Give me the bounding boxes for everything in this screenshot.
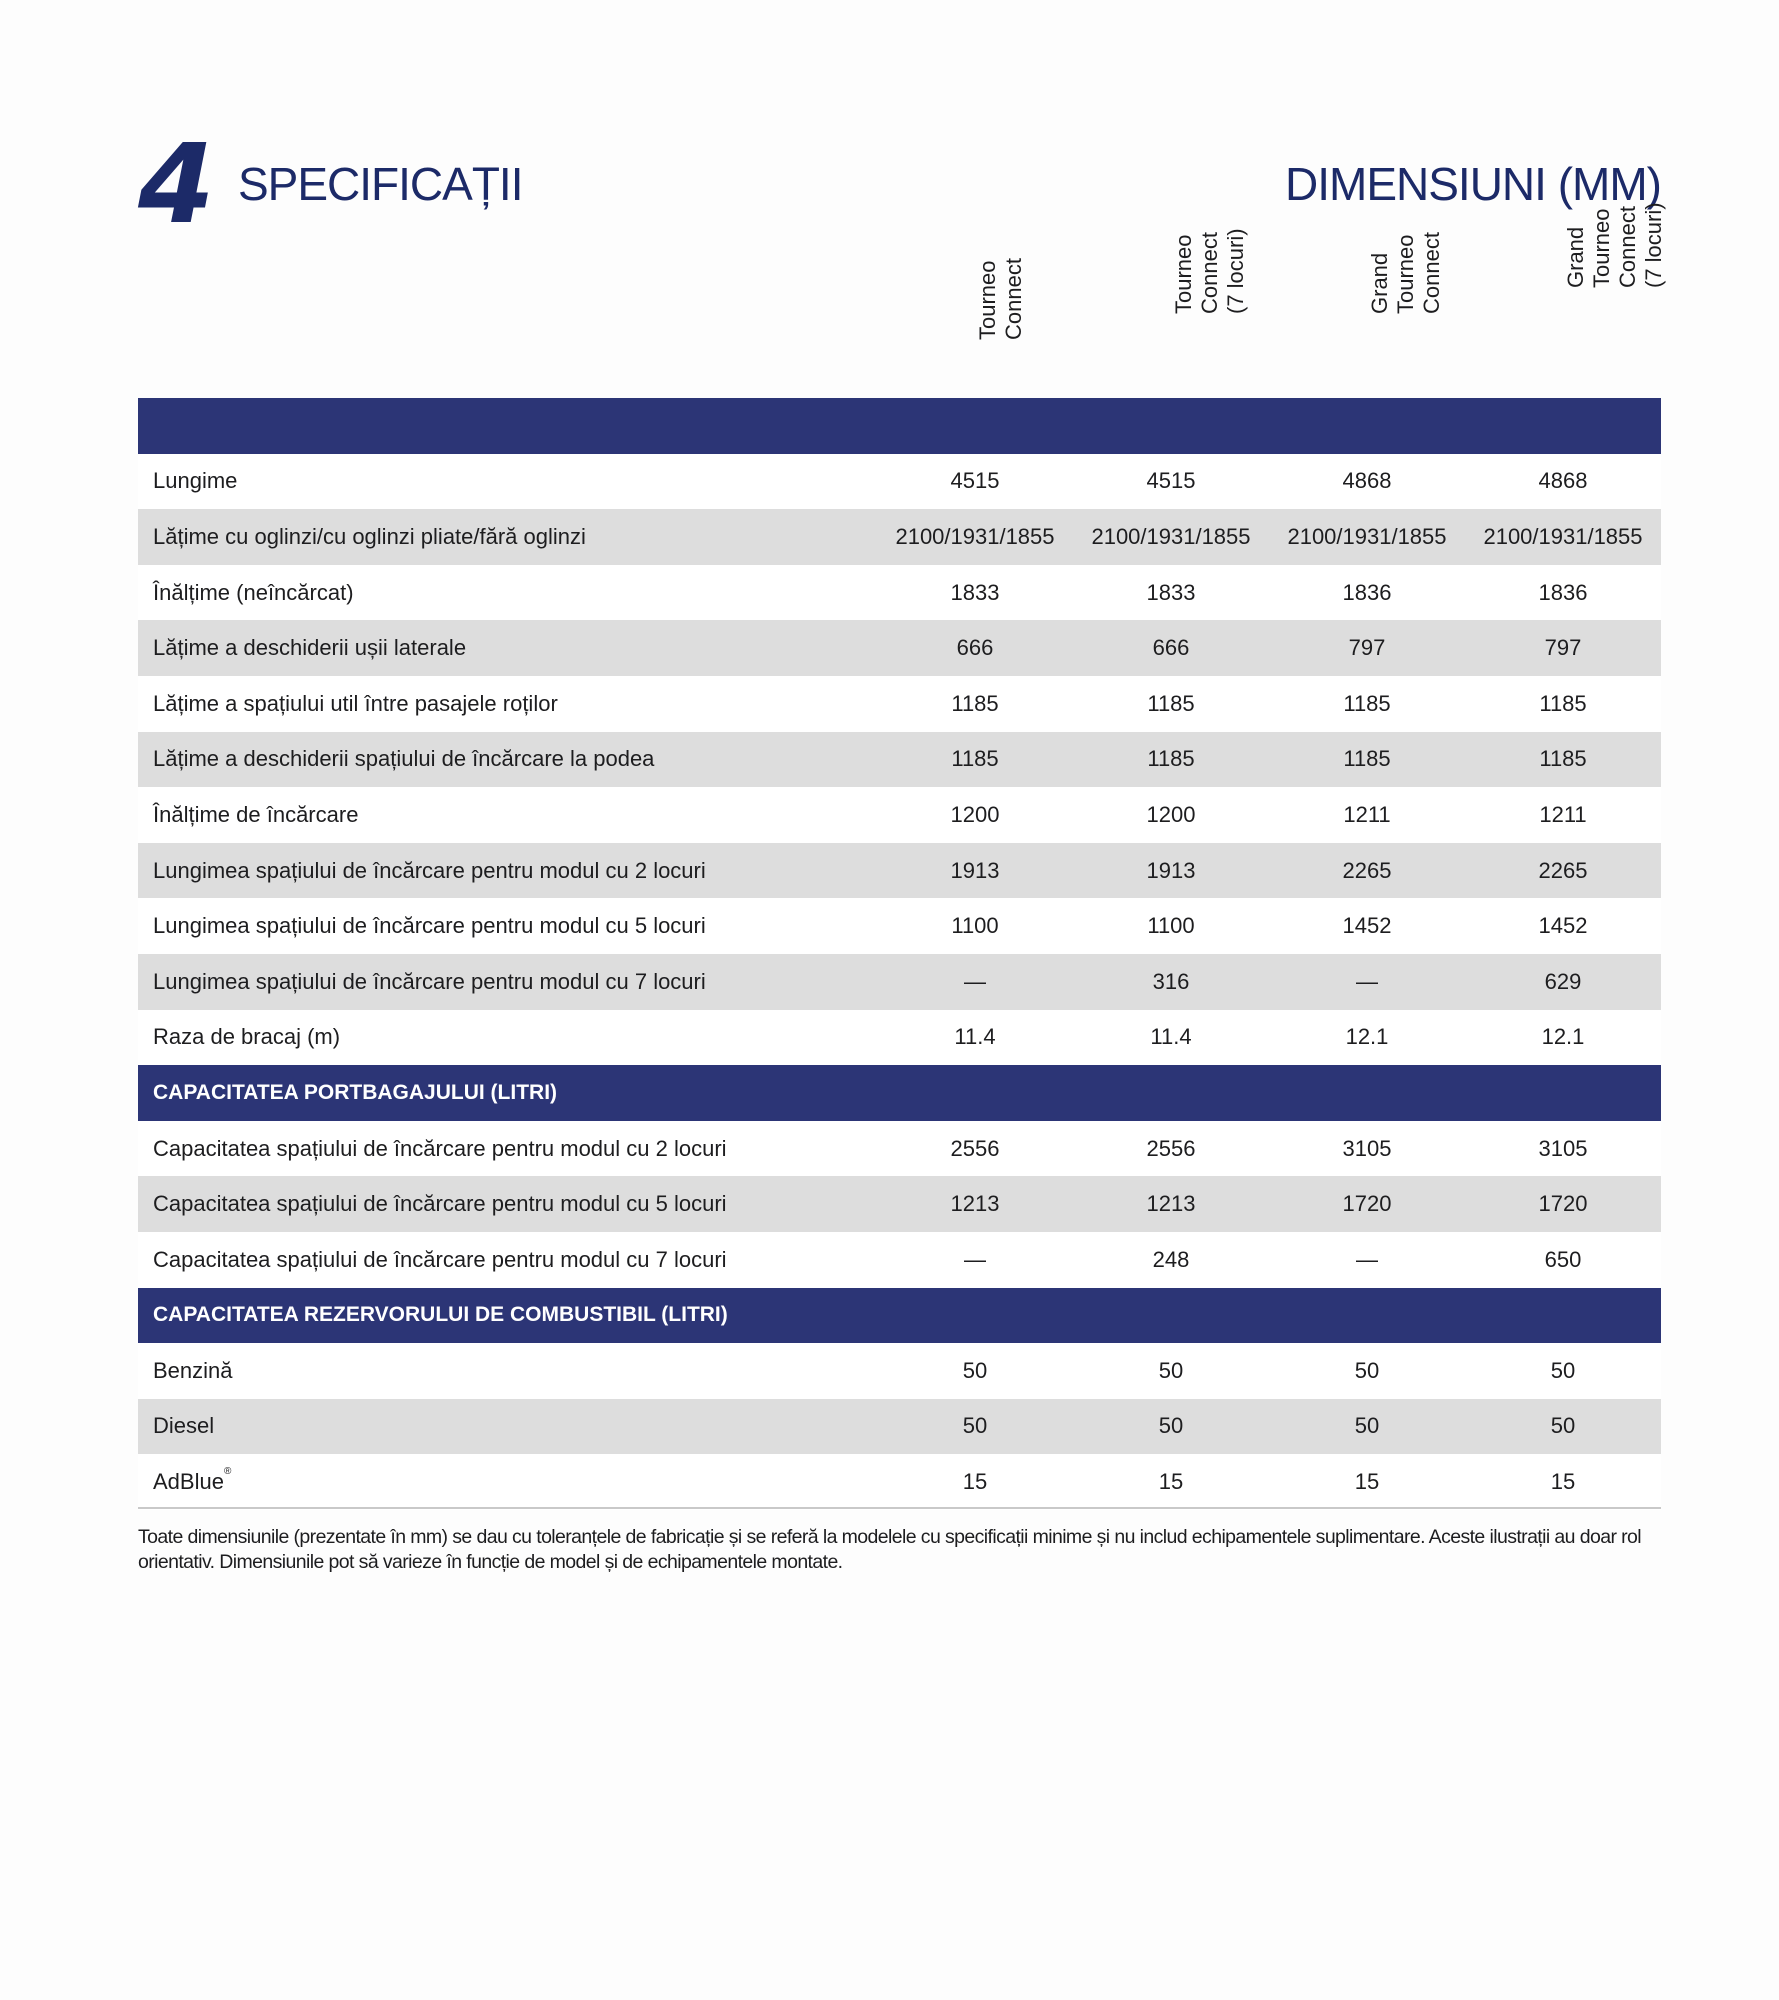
table-row <box>138 1454 1661 1510</box>
table-row <box>138 1176 1661 1232</box>
table-row <box>138 565 1661 621</box>
row-value: 3105 <box>1465 1121 1661 1177</box>
column-header-label: Tourneo Connect <box>975 258 1026 340</box>
chapter-number: 4 <box>138 120 211 248</box>
row-value: 1213 <box>877 1176 1073 1232</box>
row-value: 1833 <box>877 565 1073 621</box>
specifications-table <box>138 398 1661 1510</box>
row-label-text: Capacitatea spațiului de încărcare pentru modul cu 2 locuri <box>153 1135 727 1161</box>
row-value: 1720 <box>1465 1176 1661 1232</box>
row-label-text: Capacitatea spațiului de încărcare pentru modul cu 7 locuri <box>153 1246 727 1272</box>
row-value: 1185 <box>1465 732 1661 788</box>
table-row <box>138 954 1661 1010</box>
row-label-text: AdBlue <box>153 1469 224 1495</box>
footnote: Toate dimensiunile (prezentate în mm) se dau cu toleranțele de fabricație și se referă la modelele cu specificații minime și nu includ echipamentele suplimentare. Aceste ilustrații au doar rol orientativ. Dimensiunile pot să varieze în funcție de model și de echipamentele montate. <box>138 1526 1642 1573</box>
specifications-table-body <box>138 398 1661 1510</box>
row-value: 1100 <box>877 898 1073 954</box>
row-value: 50 <box>1269 1399 1465 1455</box>
section-header-bar <box>138 1065 1661 1121</box>
row-label <box>138 676 877 732</box>
row-value: 666 <box>1073 620 1269 676</box>
row-value: 1913 <box>877 843 1073 899</box>
row-value: 1836 <box>1465 565 1661 621</box>
row-value: 50 <box>1465 1399 1661 1455</box>
table-row <box>138 509 1661 565</box>
row-value: 1720 <box>1269 1176 1465 1232</box>
table-row <box>138 1399 1661 1455</box>
row-value: 1200 <box>1073 787 1269 843</box>
row-label-text: Înălțime (neîncărcat) <box>153 579 354 605</box>
row-value: 1185 <box>1269 732 1465 788</box>
registered-mark: ® <box>223 1466 232 1478</box>
section-title: DIMENSIUNI (MM) <box>1285 158 1661 210</box>
row-value: 2100/1931/1855 <box>877 509 1073 565</box>
row-value: 1452 <box>1269 898 1465 954</box>
column-header-grand-tourneo-connect-7 <box>1465 202 1666 392</box>
row-label-text: Lățime a deschiderii spațiului de încărcare la podea <box>153 746 655 772</box>
row-label-text: Lățime cu oglinzi/cu oglinzi pliate/fără oglinzi <box>153 523 586 549</box>
row-label-text: Lungime <box>153 468 238 494</box>
row-value: 1211 <box>1465 787 1661 843</box>
row-label <box>138 1010 877 1066</box>
row-value: 1185 <box>877 732 1073 788</box>
row-label <box>138 954 877 1010</box>
row-value: 2100/1931/1855 <box>1073 509 1269 565</box>
row-value: 629 <box>1465 954 1661 1010</box>
row-label <box>138 509 877 565</box>
row-value: 2265 <box>1269 843 1465 899</box>
table-row <box>138 1121 1661 1177</box>
row-label <box>138 1176 877 1232</box>
row-value: 1836 <box>1269 565 1465 621</box>
row-label <box>138 787 877 843</box>
row-value: 50 <box>877 1399 1073 1455</box>
row-value: 1185 <box>1073 732 1269 788</box>
table-row <box>138 732 1661 788</box>
row-value: 666 <box>877 620 1073 676</box>
table-row <box>138 1343 1661 1399</box>
row-value: 3105 <box>1269 1121 1465 1177</box>
section-header-bar <box>138 1288 1661 1344</box>
column-headers <box>138 202 1666 392</box>
row-value: 2100/1931/1855 <box>1269 509 1465 565</box>
table-row <box>138 787 1661 843</box>
row-label-text: Lățime a deschiderii ușii laterale <box>153 635 467 661</box>
row-value: 4515 <box>877 454 1073 510</box>
row-value: 1185 <box>1073 676 1269 732</box>
row-label-text: Lungimea spațiului de încărcare pentru modul cu 2 locuri <box>153 857 706 883</box>
row-value: 1452 <box>1465 898 1661 954</box>
row-value: — <box>877 954 1073 1010</box>
row-label <box>138 1399 877 1455</box>
row-label-text: Raza de bracaj (m) <box>153 1024 341 1050</box>
column-header-label: Grand Tourneo Connect <box>1367 232 1444 314</box>
row-value: — <box>1269 954 1465 1010</box>
row-value: 4868 <box>1269 454 1465 510</box>
row-label-text: Înălțime de încărcare <box>153 801 359 827</box>
row-label <box>138 898 877 954</box>
row-value: 316 <box>1073 954 1269 1010</box>
row-value: 2100/1931/1855 <box>1465 509 1661 565</box>
row-value: 1213 <box>1073 1176 1269 1232</box>
row-value: 797 <box>1269 620 1465 676</box>
row-value: 1185 <box>877 676 1073 732</box>
table-row <box>138 454 1661 510</box>
column-header-tourneo-connect-7 <box>1073 228 1269 392</box>
row-label-text: Capacitatea spațiului de încărcare pentru modul cu 5 locuri <box>153 1191 727 1217</box>
row-label-text: Diesel <box>153 1413 215 1439</box>
row-value: 11.4 <box>1073 1010 1269 1066</box>
row-label-text: Lățime a spațiului util între pasajele roților <box>153 690 558 716</box>
table-row <box>138 1232 1661 1288</box>
row-label <box>138 1343 877 1399</box>
row-label <box>138 454 877 510</box>
table-bottom-divider <box>138 1507 1661 1509</box>
row-value: 50 <box>1073 1343 1269 1399</box>
row-label <box>138 1121 877 1177</box>
chapter-title: SPECIFICAȚII <box>238 158 523 210</box>
row-label-text: Lungimea spațiului de încărcare pentru modul cu 5 locuri <box>153 913 706 939</box>
table-row <box>138 676 1661 732</box>
row-value: 1211 <box>1269 787 1465 843</box>
row-value: 12.1 <box>1465 1010 1661 1066</box>
row-label-text: Lungimea spațiului de încărcare pentru modul cu 7 locuri <box>153 968 706 994</box>
row-value: 4868 <box>1465 454 1661 510</box>
table-row <box>138 898 1661 954</box>
row-label <box>138 565 877 621</box>
row-label <box>138 1232 877 1288</box>
row-value: 1200 <box>877 787 1073 843</box>
row-value: 50 <box>877 1343 1073 1399</box>
section-header-bar <box>138 398 1661 454</box>
section-header-title: CAPACITATEA PORTBAGAJULUI (LITRI) <box>138 1065 1661 1121</box>
row-value: 1185 <box>1465 676 1661 732</box>
row-value: 12.1 <box>1269 1010 1465 1066</box>
row-value: 248 <box>1073 1232 1269 1288</box>
row-value: 4515 <box>1073 454 1269 510</box>
row-label <box>138 620 877 676</box>
row-value: 50 <box>1269 1343 1465 1399</box>
row-value: 2265 <box>1465 843 1661 899</box>
row-value: 797 <box>1465 620 1661 676</box>
column-header-grand-tourneo-connect <box>1269 232 1465 392</box>
row-value: 2556 <box>877 1121 1073 1177</box>
row-value: 15 <box>1269 1454 1465 1510</box>
column-header-tourneo-connect <box>877 258 1073 392</box>
row-value: — <box>877 1232 1073 1288</box>
column-header-label: Tourneo Connect (7 locuri) <box>1171 228 1248 314</box>
row-value: 15 <box>877 1454 1073 1510</box>
row-label <box>138 843 877 899</box>
section-header-title: CAPACITATEA REZERVORULUI DE COMBUSTIBIL (LITRI) <box>138 1288 1661 1344</box>
row-value: 2556 <box>1073 1121 1269 1177</box>
row-value: 15 <box>1073 1454 1269 1510</box>
row-value: 1100 <box>1073 898 1269 954</box>
row-value: 1913 <box>1073 843 1269 899</box>
row-value: 11.4 <box>877 1010 1073 1066</box>
column-header-label: Grand Tourneo Connect (7 locuri) <box>1563 202 1666 288</box>
table-row <box>138 620 1661 676</box>
row-value: — <box>1269 1232 1465 1288</box>
row-value: 1833 <box>1073 565 1269 621</box>
row-value: 50 <box>1073 1399 1269 1455</box>
row-value: 15 <box>1465 1454 1661 1510</box>
row-value: 1185 <box>1269 676 1465 732</box>
table-row <box>138 843 1661 899</box>
section-header-cell <box>138 398 1661 454</box>
row-label <box>138 1454 877 1510</box>
row-label-text: Benzină <box>153 1357 233 1383</box>
row-value: 50 <box>1465 1343 1661 1399</box>
row-label <box>138 732 877 788</box>
row-value: 650 <box>1465 1232 1661 1288</box>
table-row <box>138 1010 1661 1066</box>
